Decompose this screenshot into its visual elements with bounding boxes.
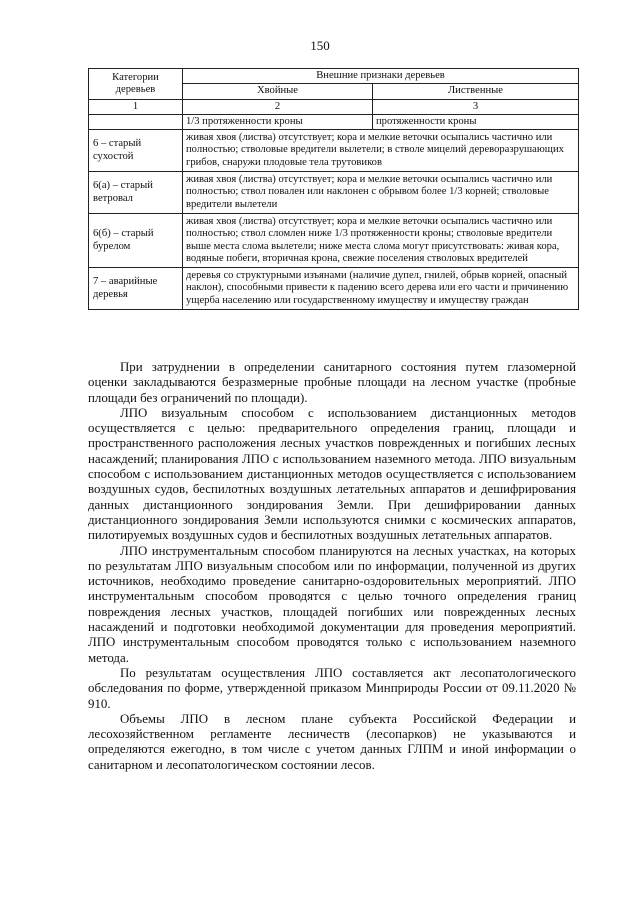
table-row [89,268,579,310]
table-number-row [89,99,579,114]
row-category: 6 – старый сухостой [89,130,183,172]
body-text [88,360,576,773]
row-description: деревья со структурными изъянами (наличие дупел, гнилей, обрыв корней, опасный наклон), способными привести к падению всего дерева или его части и причинению ущерба населению или государственному имуществу и имуществу граждан [183,268,579,310]
continuation-deciduous: протяженности кроны [373,114,579,129]
table-header-row [89,69,579,84]
col-number: 3 [373,99,579,114]
table-row [89,172,579,214]
tree-signs-table [88,68,579,310]
paragraph: Объемы ЛПО в лесном плане субъекта Российской Федерации и лесохозяйственном регламенте лесничеств (лесопарков) не указываются и определяются ежегодно, в том числе с учетом данных ГЛПМ и иной информации о санитарном и лесопатологическом состоянии лесов. [88,711,576,772]
col-number: 1 [89,99,183,114]
row-description: живая хвоя (листва) отсутствует; кора и мелкие веточки осыпались частично или полностью; ствол сломлен ниже 1/3 протяженности кроны; стволовые вредители выше места слома вылетели; ниже места слома могут присутствовать: живая кора, водяные побеги, вторичная крона, свежие поселения стволовых вредителей [183,213,579,267]
row-category: 7 – аварийные деревья [89,268,183,310]
row-description: живая хвоя (листва) отсутствует; кора и мелкие веточки осыпались частично или полностью; стволовые вредители вылетели; в стволе мицелий дереворазрушающих грибов, снаружи плодовые тела трутовиков [183,130,579,172]
page-number: 150 [310,38,330,53]
table-row [89,130,579,172]
continuation-conifer: 1/3 протяженности кроны [183,114,373,129]
col-number: 2 [183,99,373,114]
paragraph: По результатам осуществления ЛПО составляется акт лесопатологического обследования по форме, утвержденной приказом Минприроды России от 09.11.2020 № 910. [88,665,576,711]
header-deciduous: Лиственные [373,84,579,99]
row-description: живая хвоя (листва) отсутствует; кора и мелкие веточки осыпались частично или полностью; ствол повален или наклонен с обрывом более 1/3 корней; стволовые вредители вылетели [183,172,579,214]
continuation-category [89,114,183,129]
paragraph: ЛПО визуальным способом с использованием дистанционных методов осуществляется с целью: предварительного определения границ, площади и пространственного расположения лесных участков поврежденных и погибших лесных насаждений; планирования ЛПО с использованием наземного метода. ЛПО визуальным способом с использованием дистанционных методов осуществляется с использованием воздушных судов, беспилотных воздушных летательных аппаратов и дешифрирования данных дистанционного зондирования Земли. При дешифрировании данных дистанционного зондирования Земли используются снимки с космических аппаратов, пилотируемых воздушных судов и беспилотных воздушных летательных аппаратов. [88,405,576,543]
row-category: 6(б) – старый бурелом [89,213,183,267]
paragraph: При затруднении в определении санитарного состояния путем глазомерной оценки закладываются безразмерные пробные площади на лесном участке (пробные площади без ограничений по площади). [88,360,576,405]
paragraph: ЛПО инструментальным способом планируются на лесных участках, на которых по результатам ЛПО визуальным способом или по информации, полученной из других источников, необходимо проведение санитарно-оздоровительных мероприятий. ЛПО инструментальным способом проводятся с целью точного определения границ повреждения лесных участков, площадей погибших или поврежденных лесных насаждений и подготовки необходимой документации для проведения мероприятий. ЛПО инструментальным способом проводятся только с использованием наземного метода. [88,543,576,665]
header-conifer: Хвойные [183,84,373,99]
header-external-signs: Внешние признаки деревьев [183,69,579,84]
header-category: Категории деревьев [89,69,183,100]
table-continuation-row [89,114,579,129]
row-category: 6(а) – старый ветровал [89,172,183,214]
table-row [89,213,579,267]
